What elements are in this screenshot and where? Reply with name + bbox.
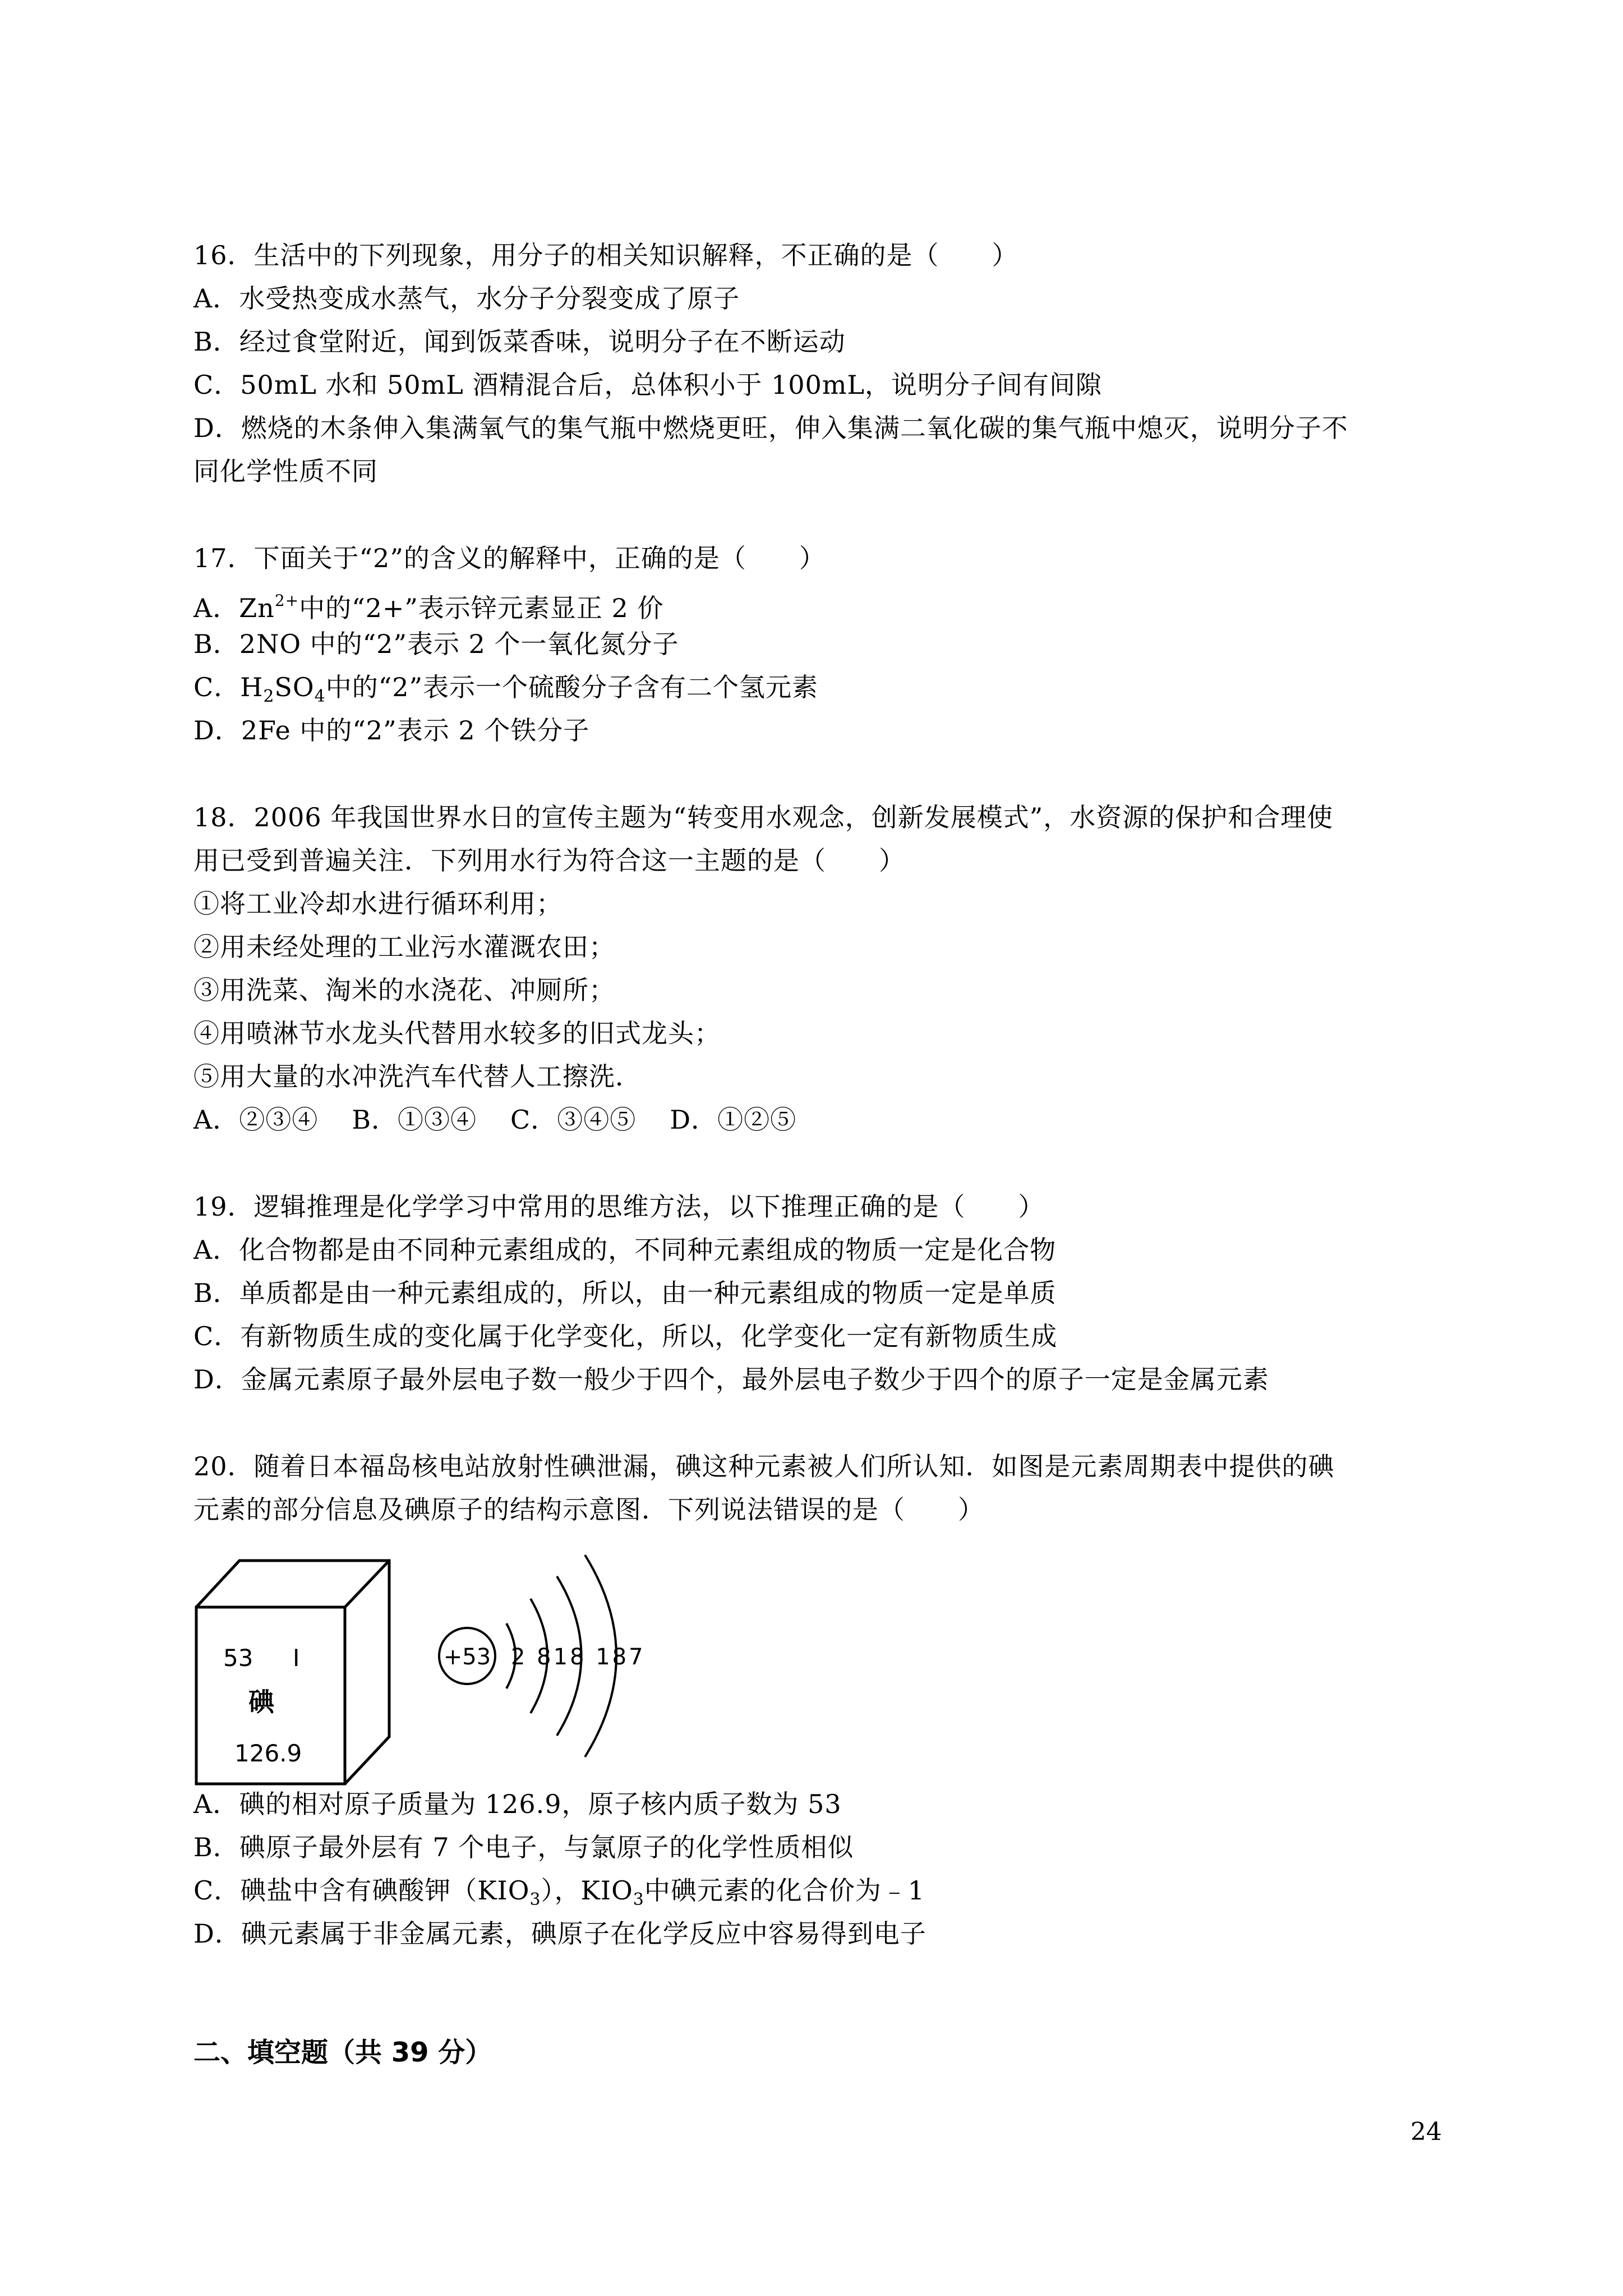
q17-stem: 17．下面关于“2”的含义的解释中，正确的是（ ） <box>193 543 826 573</box>
q19-option-d: D．金属元素原子最外层电子数一般少于四个，最外层电子数少于四个的原子一定是金属元素 <box>193 1364 1269 1395</box>
q17-option-b: B．2NO 中的“2”表示 2 个一氧化氮分子 <box>193 629 679 659</box>
q18-option-d: D．①②⑤ <box>670 1105 797 1135</box>
q18-option-a: A．②③④ <box>193 1105 319 1135</box>
q18-options <box>193 1103 830 1137</box>
iodine-diagram <box>191 1526 651 1789</box>
q19-stem: 19．逻辑推理是化学学习中常用的思维方法，以下推理正确的是（ ） <box>193 1191 1045 1222</box>
atomic-mass: 126.9 <box>234 1740 302 1767</box>
q20-option-b: B．碘原子最外层有 7 个电子，与氯原子的化学性质相似 <box>193 1832 854 1862</box>
q18-item-1: ①将工业冷却水进行循环利用； <box>193 889 562 919</box>
q20-option-c: C．碘盐中含有碘酸钾$(KIO_3)$，$KIO_3$中碘元素的化合价为﹣1 <box>193 1875 925 1910</box>
q19-option-b: B．单质都是由一种元素组成的，所以，由一种元素组成的物质一定是单质 <box>193 1278 1057 1308</box>
element-symbol: I <box>293 1644 300 1672</box>
q19-option-c: C．有新物质生成的变化属于化学变化，所以，化学变化一定有新物质生成 <box>193 1321 1058 1351</box>
q20-stem-line1: 20．随着日本福岛核电站放射性碘泄漏，碘这种元素被人们所认知．如图是元素周期表中提供的碘 <box>193 1451 1335 1481</box>
q18-stem-line1: 18．2006 年我国世界水日的宣传主题为“转变用水观念，创新发展模式”，水资源的保护和合理使 <box>193 802 1334 832</box>
q18-item-3: ③用洗菜、淘米的水浇花、冲厕所； <box>193 975 615 1005</box>
q20-option-d: D．碘元素属于非金属元素，碘原子在化学反应中容易得到电子 <box>193 1918 926 1949</box>
q20-option-a: A．碘的相对原子质量为 126.9，原子核内质子数为 53 <box>193 1789 842 1819</box>
q18-option-b: B．①③④ <box>352 1105 477 1135</box>
q19-option-a: A．化合物都是由不同种元素组成的，不同种元素组成的物质一定是化合物 <box>193 1235 1057 1265</box>
section-title: 二、填空题（共 39 分） <box>193 2037 492 2068</box>
q17-option-d: D．2Fe 中的“2”表示 2 个铁分子 <box>193 715 590 746</box>
q17-option-c: C．$H_2SO_4$中的“2”表示一个硫酸分子含有二个氢元素 <box>193 672 819 706</box>
q16-option-c: C．50mL 水和 50mL 酒精混合后，总体积小于 100mL，说明分子间有间隙 <box>193 370 1103 400</box>
q18-option-c: C．③④⑤ <box>510 1105 637 1135</box>
atomic-number: 53 <box>223 1644 253 1672</box>
q18-item-4: ④用喷淋节水龙头代替用水较多的旧式龙头； <box>193 1018 721 1048</box>
nucleus-charge: +53 <box>443 1644 491 1670</box>
q18-stem-line2: 用已受到普遍关注．下列用水行为符合这一主题的是（ ） <box>193 845 905 876</box>
iodine-figure <box>191 1526 651 1789</box>
q17-option-a: A．$Zn^{2+}$中的“2+”表示锌元素显正 2 价 <box>193 591 664 623</box>
q16-stem: 16．生活中的下列现象，用分子的相关知识解释，不正确的是（ ） <box>193 240 1018 270</box>
q20-stem-line2: 元素的部分信息及碘原子的结构示意图．下列说法错误的是（ ） <box>193 1494 984 1525</box>
q16-option-d-line1: D．燃烧的木条伸入集满氧气的集气瓶中燃烧更旺，伸入集满二氧化碳的集气瓶中熄灭，说明分子不 <box>193 413 1348 443</box>
element-name: 碘 <box>248 1687 274 1717</box>
q16-option-b: B．经过食堂附近，闻到饭菜香味，说明分子在不断运动 <box>193 326 846 357</box>
q18-item-2: ②用未经处理的工业污水灌溉农田； <box>193 932 615 962</box>
electron-shell-numbers: 2 818 187 <box>511 1644 645 1670</box>
page-number: 24 <box>1410 2118 1442 2146</box>
q16-option-a: A．水受热变成水蒸气，水分子分裂变成了原子 <box>193 283 740 314</box>
q18-item-5: ⑤用大量的水冲洗汽车代替人工擦洗． <box>193 1061 642 1092</box>
q16-option-d-line2: 同化学性质不同 <box>193 456 378 486</box>
